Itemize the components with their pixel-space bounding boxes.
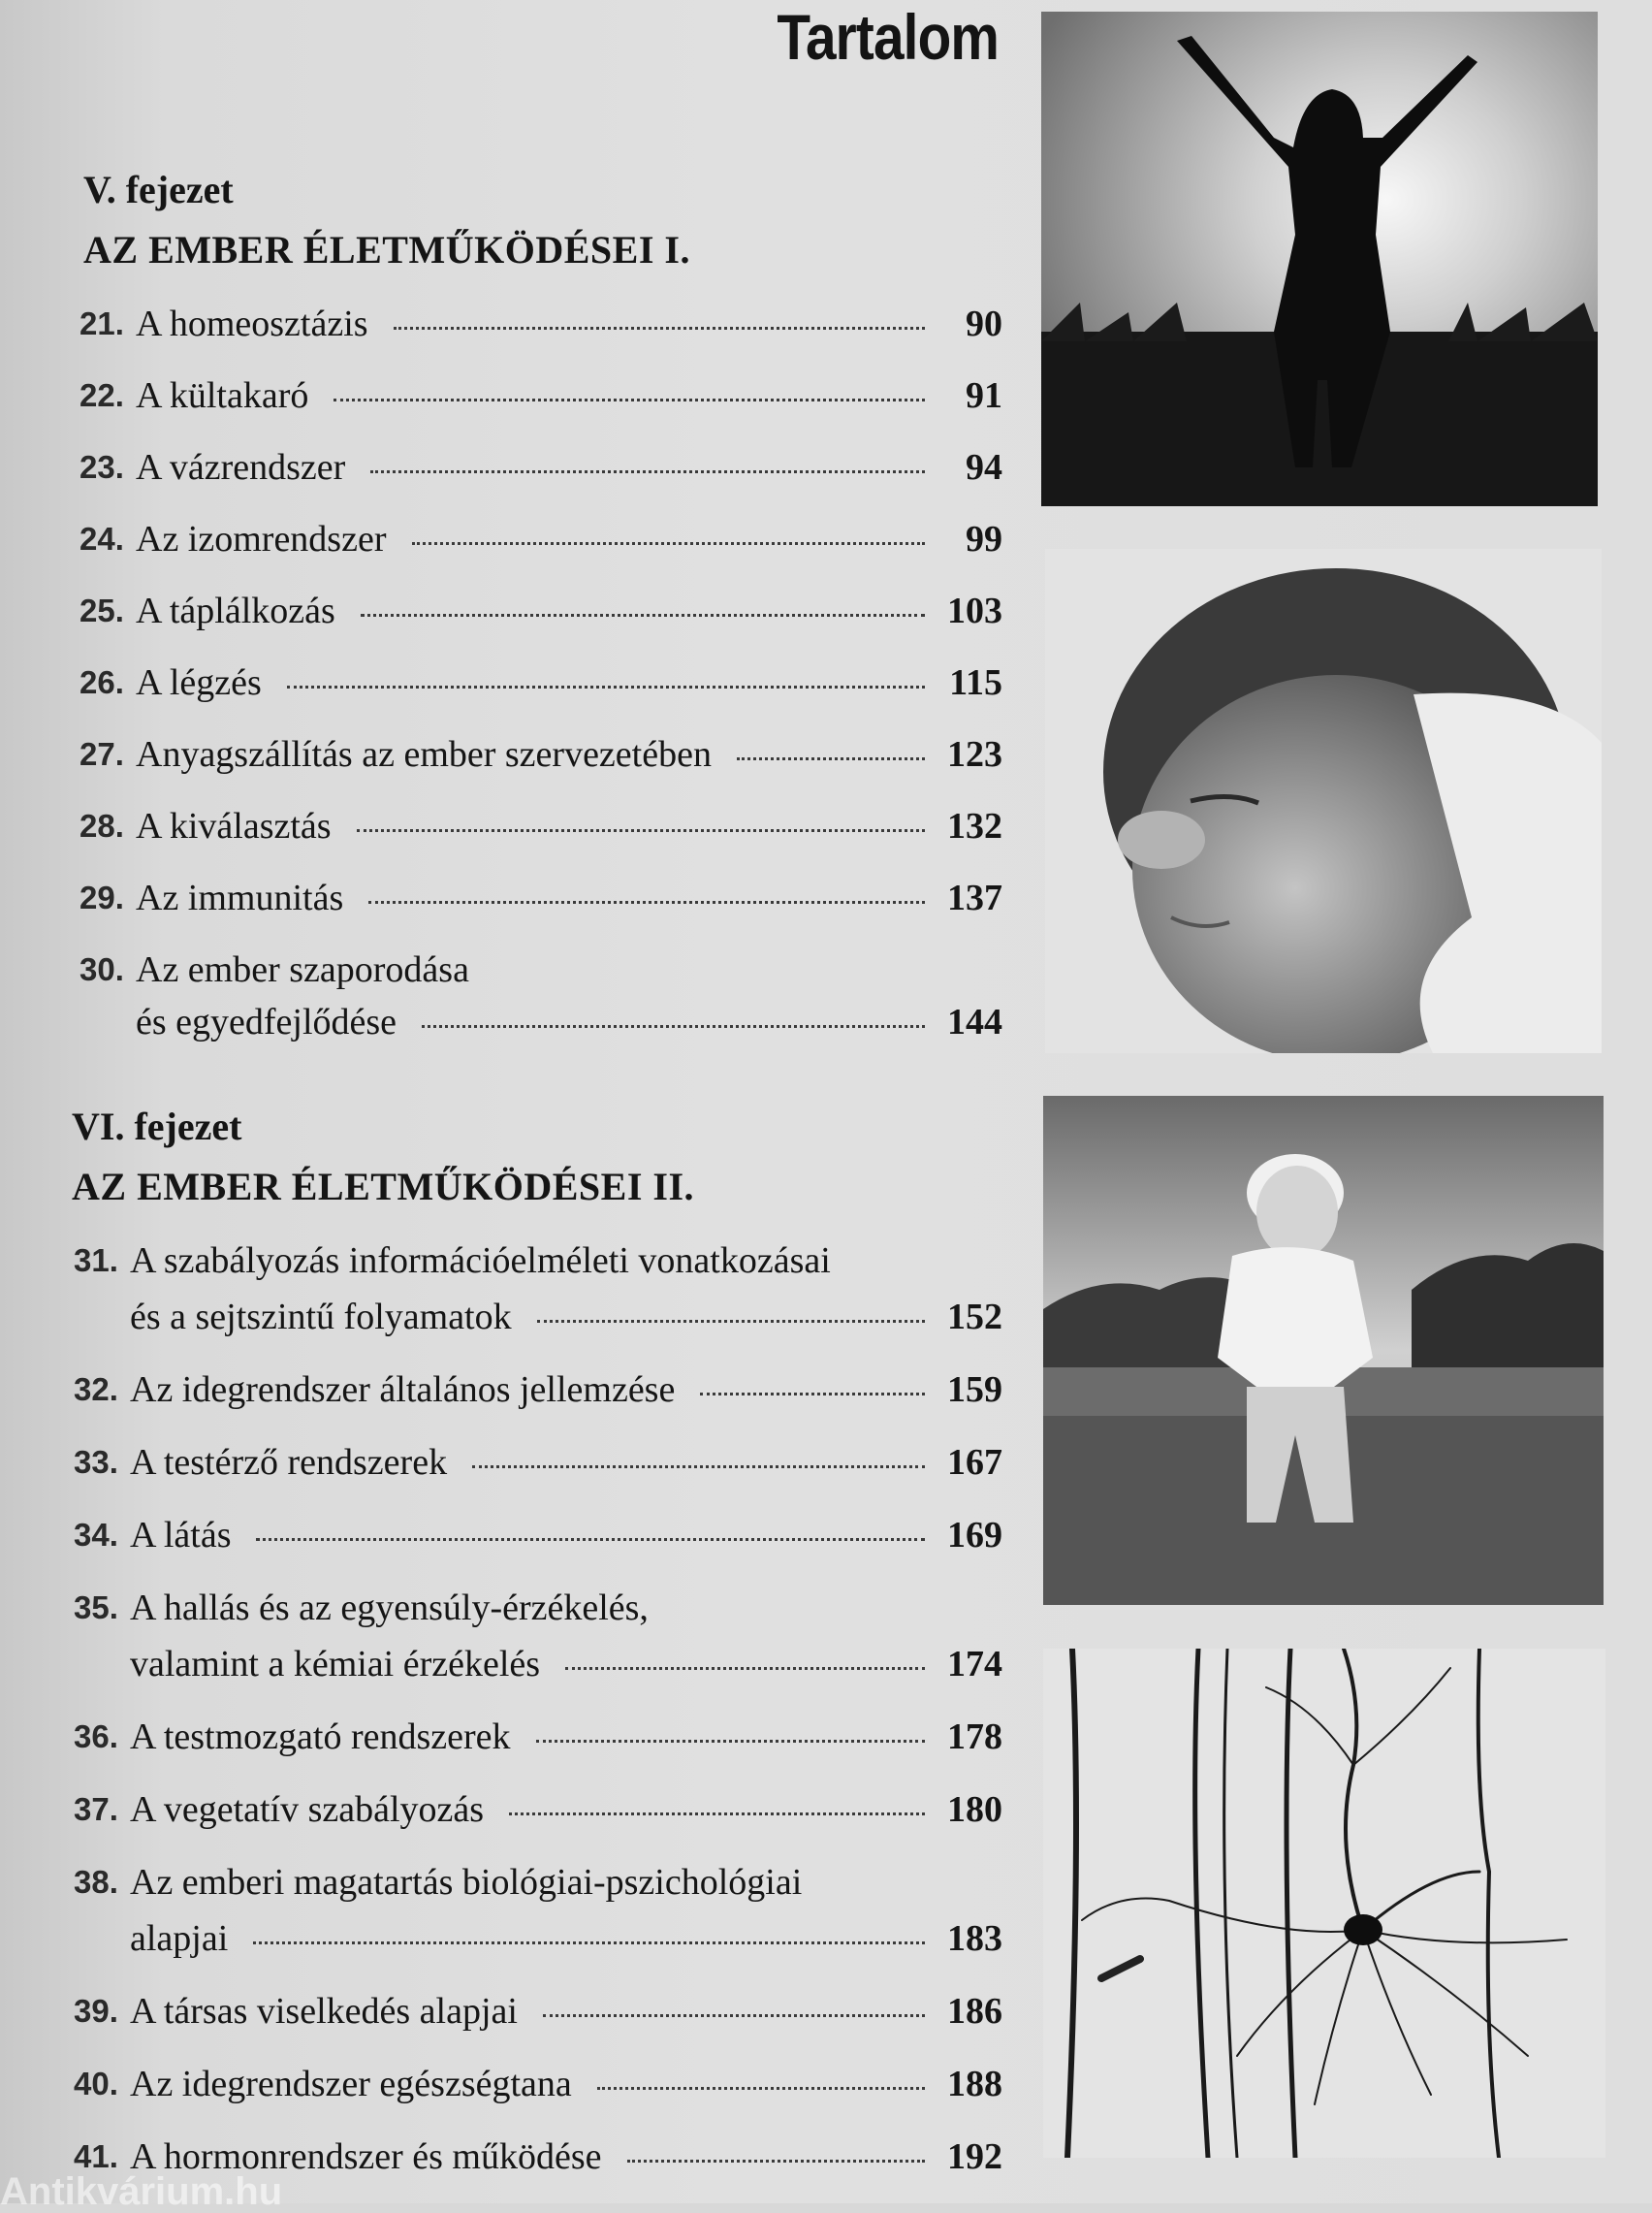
- toc-entry-title: és egyedfejlődése: [136, 1002, 397, 1042]
- photo-toddler: [1043, 1096, 1604, 1605]
- toc-entry-title: A légzés: [136, 662, 262, 703]
- toc-entry-number: 23.: [79, 449, 124, 485]
- toc-entry-page: 123: [947, 734, 1002, 775]
- dot-leader: [509, 1812, 925, 1815]
- toc-entry-line: [130, 1583, 1002, 1633]
- toc-entry-line: [130, 1639, 1002, 1689]
- toc-entry-number: 38.: [74, 1864, 118, 1900]
- dot-leader: [737, 757, 925, 760]
- toc-entry-title: Az emberi magatartás biológiai-pszichológiai: [130, 1862, 803, 1903]
- chapter-title: AZ EMBER ÉLETMŰKÖDÉSEI II.: [72, 1165, 695, 1208]
- dot-leader: [700, 1393, 925, 1395]
- toc-entry-title: Anyagszállítás az ember szervezetében: [136, 734, 712, 775]
- toc-entry-page: 115: [949, 662, 1002, 703]
- toc-entry[interactable]: [79, 514, 1002, 572]
- dot-leader: [412, 542, 926, 545]
- toc-entry-number: 29.: [79, 880, 124, 915]
- toc-entry[interactable]: [74, 1235, 1002, 1337]
- dot-leader: [334, 399, 925, 401]
- dot-leader: [627, 2160, 926, 2163]
- toc-entry-title: A kiválasztás: [136, 806, 332, 847]
- toc-entry-number: 24.: [79, 521, 124, 557]
- toc-entry-page: 180: [947, 1789, 1002, 1830]
- dot-leader: [370, 470, 925, 473]
- toc-entry-page: 90: [966, 304, 1002, 344]
- toc-entry-page: 192: [947, 2136, 1002, 2177]
- dot-leader: [287, 686, 925, 689]
- toc-entry-title: A homeosztázis: [136, 304, 368, 344]
- chapter-title: AZ EMBER ÉLETMŰKÖDÉSEI I.: [83, 228, 690, 272]
- chapter-label: VI. fejezet: [72, 1105, 242, 1148]
- toc-entry-line: [136, 299, 1002, 349]
- toc-entry-page: 159: [947, 1369, 1002, 1410]
- toc-entry-line: [136, 873, 1002, 923]
- dot-leader: [597, 2087, 925, 2090]
- toc-entry-number: 25.: [79, 593, 124, 628]
- dot-leader: [357, 829, 925, 832]
- dot-leader: [536, 1740, 925, 1743]
- toc-entry-title: A testmozgató rendszerek: [130, 1716, 511, 1757]
- toc-entry-number: 33.: [74, 1444, 118, 1480]
- toc-entry-line: [136, 514, 1002, 564]
- toc-entry-title: és a sejtszintű folyamatok: [130, 1297, 512, 1337]
- toc-entry-line: [130, 1510, 1002, 1560]
- toc-entry-number: 26.: [79, 664, 124, 700]
- dot-leader: [543, 2014, 925, 2017]
- toc-entry[interactable]: [74, 1510, 1002, 1568]
- toc-entry[interactable]: [79, 945, 1002, 1042]
- toc-entry-line: [130, 1857, 1002, 1908]
- toc-entry[interactable]: [79, 657, 1002, 716]
- toc-entry-number: 37.: [74, 1791, 118, 1827]
- toc-entry[interactable]: [74, 1712, 1002, 1770]
- toc-entry[interactable]: [79, 442, 1002, 500]
- dot-leader: [472, 1465, 925, 1468]
- toc-entry-number: 41.: [74, 2138, 118, 2174]
- toc-entry-number: 28.: [79, 808, 124, 844]
- toc-entry-line: [130, 1292, 1002, 1342]
- toc-entry-page: 169: [947, 1515, 1002, 1556]
- toc-entry-title: A vázrendszer: [136, 447, 346, 488]
- page-title: Tartalom: [777, 1, 999, 73]
- toc-entry[interactable]: [79, 370, 1002, 429]
- toc-entry-page: 174: [947, 1644, 1002, 1684]
- toc-entry-line: [130, 1437, 1002, 1488]
- dot-leader: [537, 1320, 925, 1323]
- dot-leader: [565, 1667, 925, 1670]
- toc-entry-line: [130, 1913, 1002, 1964]
- toc-entry-page: 188: [947, 2064, 1002, 2104]
- toc-entry-title: Az idegrendszer általános jellemzése: [130, 1369, 676, 1410]
- toc-entry-line: [136, 729, 1002, 780]
- toc-entry[interactable]: [79, 586, 1002, 644]
- toc-entry-number: 21.: [79, 305, 124, 341]
- toc-entry-title: A táplálkozás: [136, 591, 335, 631]
- dot-leader: [256, 1538, 925, 1541]
- dot-leader: [394, 327, 925, 330]
- toc-entry[interactable]: [79, 729, 1002, 787]
- toc-entry-page: 103: [947, 591, 1002, 631]
- toc-entry-page: 178: [947, 1716, 1002, 1757]
- toc-entry-number: 39.: [74, 1993, 118, 2029]
- toc-entry-number: 35.: [74, 1589, 118, 1625]
- photo-baby: [1045, 549, 1602, 1053]
- toc-entry-number: 22.: [79, 377, 124, 413]
- toc-entry-page: 152: [947, 1297, 1002, 1337]
- toc-entry-number: 27.: [79, 736, 124, 772]
- photo-neuron: [1043, 1649, 1605, 2158]
- toc-entry-line: [136, 997, 1002, 1047]
- toc-entry[interactable]: [74, 1784, 1002, 1843]
- toc-entry-title: Az idegrendszer egészségtana: [130, 2064, 572, 2104]
- watermark: Antikvárium.hu: [0, 2170, 283, 2213]
- toc-entry-title: A látás: [130, 1515, 232, 1556]
- toc-entry[interactable]: [79, 873, 1002, 931]
- toc-entry-line: [136, 370, 1002, 421]
- toc-entry-title: A szabályozás információelméleti vonatkozásai: [130, 1240, 831, 1281]
- toc-entry-page: 94: [966, 447, 1002, 488]
- toc-entry-number: 40.: [74, 2066, 118, 2101]
- toc-entry-line: [136, 657, 1002, 708]
- dot-leader: [253, 1941, 925, 1944]
- toc-entry-number: 36.: [74, 1718, 118, 1754]
- toc-entry-number: 32.: [74, 1371, 118, 1407]
- toc-entry-line: [130, 1364, 1002, 1415]
- dot-leader: [422, 1025, 925, 1028]
- toc-entry[interactable]: [79, 299, 1002, 357]
- toc-entry-number: 34.: [74, 1517, 118, 1553]
- toc-entry-page: 132: [947, 806, 1002, 847]
- toc-entry[interactable]: [74, 2059, 1002, 2117]
- toc-entry-line: [130, 1712, 1002, 1762]
- toc-entry[interactable]: [74, 1437, 1002, 1495]
- dot-leader: [361, 614, 925, 617]
- toc-entry-line: [136, 586, 1002, 636]
- toc-entry-page: 144: [947, 1002, 1002, 1042]
- toc-entry-line: [130, 2059, 1002, 2109]
- toc-entry-page: 137: [947, 878, 1002, 918]
- toc-entry-page: 91: [966, 375, 1002, 416]
- toc-entry-page: 183: [947, 1918, 1002, 1959]
- dot-leader: [368, 901, 925, 904]
- toc-entry-title: Az izomrendszer: [136, 519, 387, 560]
- toc-entry[interactable]: [74, 1857, 1002, 1959]
- toc-entry-title: A kültakaró: [136, 375, 309, 416]
- toc-entry[interactable]: [79, 801, 1002, 859]
- toc-entry[interactable]: [74, 1583, 1002, 1684]
- toc-entry-line: [136, 442, 1002, 493]
- toc-entry-line: [136, 945, 1002, 995]
- toc-entry-title: A hallás és az egyensúly-érzékelés,: [130, 1588, 649, 1628]
- toc-entry-line: [130, 1235, 1002, 1286]
- toc-entry[interactable]: [74, 1364, 1002, 1423]
- toc-entry-title: valamint a kémiai érzékelés: [130, 1644, 541, 1684]
- photo-silhouette: [1041, 12, 1598, 506]
- toc-entry-number: 31.: [74, 1242, 118, 1278]
- toc-entry-title: alapjai: [130, 1918, 229, 1959]
- toc-entry-line: [136, 801, 1002, 851]
- toc-entry[interactable]: [74, 1986, 1002, 2044]
- toc-entry-page: 99: [966, 519, 1002, 560]
- toc-entry-line: [130, 1986, 1002, 2037]
- chapter-label: V. fejezet: [83, 168, 234, 211]
- toc-entry-line: [130, 1784, 1002, 1835]
- toc-entry-title: A vegetatív szabályozás: [130, 1789, 485, 1830]
- toc-entry-title: Az ember szaporodása: [136, 949, 469, 990]
- toc-entry-title: Az immunitás: [136, 878, 344, 918]
- toc-entry-page: 186: [947, 1991, 1002, 2032]
- toc-entry-title: A társas viselkedés alapjai: [130, 1991, 518, 2032]
- toc-entry-title: A testérző rendszerek: [130, 1442, 448, 1483]
- toc-entry-title: A hormonrendszer és működése: [130, 2136, 602, 2177]
- toc-entry-page: 167: [947, 1442, 1002, 1483]
- toc-entry-number: 30.: [79, 951, 124, 987]
